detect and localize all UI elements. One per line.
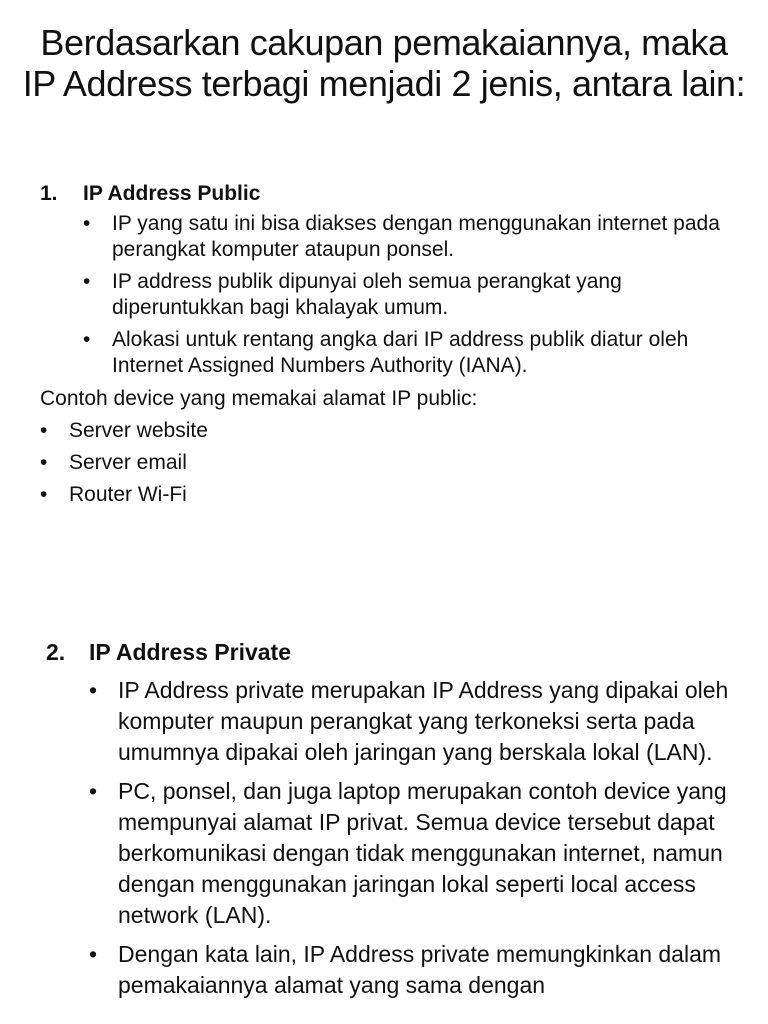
bullet-icon: • xyxy=(83,270,91,293)
point-text: Alokasi untuk rentang angka dari IP address publik diatur oleh Internet Assigned Numbers Authority (IANA). xyxy=(112,328,689,377)
list-item xyxy=(40,418,440,444)
list-item xyxy=(83,269,748,321)
point-text: IP yang satu ini bisa diakses dengan menggunakan internet pada perangkat komputer ataupun ponsel. xyxy=(112,212,720,261)
example-text: Server email xyxy=(69,451,187,474)
section-private-title: IP Address Private xyxy=(89,639,291,665)
example-text: Router Wi-Fi xyxy=(69,483,187,506)
examples-list xyxy=(40,418,440,508)
example-text: Server website xyxy=(69,419,208,442)
bullet-icon: • xyxy=(89,677,98,703)
bullet-icon: • xyxy=(89,778,98,804)
point-text: IP address publik dipunyai oleh semua perangkat yang diperuntukkan bagi khalayak umum. xyxy=(112,270,622,319)
list-item xyxy=(40,482,440,508)
bullet-icon: • xyxy=(40,419,48,442)
section-public-title: IP Address Public xyxy=(83,182,261,205)
list-item xyxy=(40,450,440,476)
list-item xyxy=(83,211,748,263)
bullet-icon: • xyxy=(83,212,91,235)
bullet-icon: • xyxy=(40,451,48,474)
section-private-number: 2. xyxy=(46,639,66,665)
section-private-points xyxy=(89,675,757,1001)
section-private-heading xyxy=(46,637,291,668)
examples-label: Contoh device yang memakai alamat IP public: xyxy=(40,387,478,410)
point-text: IP Address private merupakan IP Address yang dipakai oleh komputer maupun perangkat yang terkoneksi serta pada umumnya dipakai oleh jaringan yang berskala lokal (LAN). xyxy=(118,677,729,765)
section-public-number: 1. xyxy=(40,182,58,205)
list-item xyxy=(83,327,748,379)
list-item xyxy=(89,675,757,768)
list-item xyxy=(89,939,757,1001)
section-public-heading xyxy=(40,181,260,207)
bullet-icon: • xyxy=(83,328,91,351)
point-text: Dengan kata lain, IP Address private memungkinkan dalam pemakaiannya alamat yang sama dengan xyxy=(118,941,722,998)
bullet-icon: • xyxy=(89,941,98,967)
point-text: PC, ponsel, dan juga laptop merupakan contoh device yang mempunyai alamat IP privat. Semua device tersebut dapat berkomunikasi dengan tidak menggunakan internet, namun dengan menggunakan jaringan lokal seperti local access network (LAN). xyxy=(118,778,727,928)
slide-title: Berdasarkan cakupan pemakaiannya, maka IP Address terbagi menjadi 2 jenis, antara lain: xyxy=(22,22,746,104)
bullet-icon: • xyxy=(40,483,48,506)
list-item xyxy=(89,776,757,931)
section-public-points xyxy=(83,211,748,379)
